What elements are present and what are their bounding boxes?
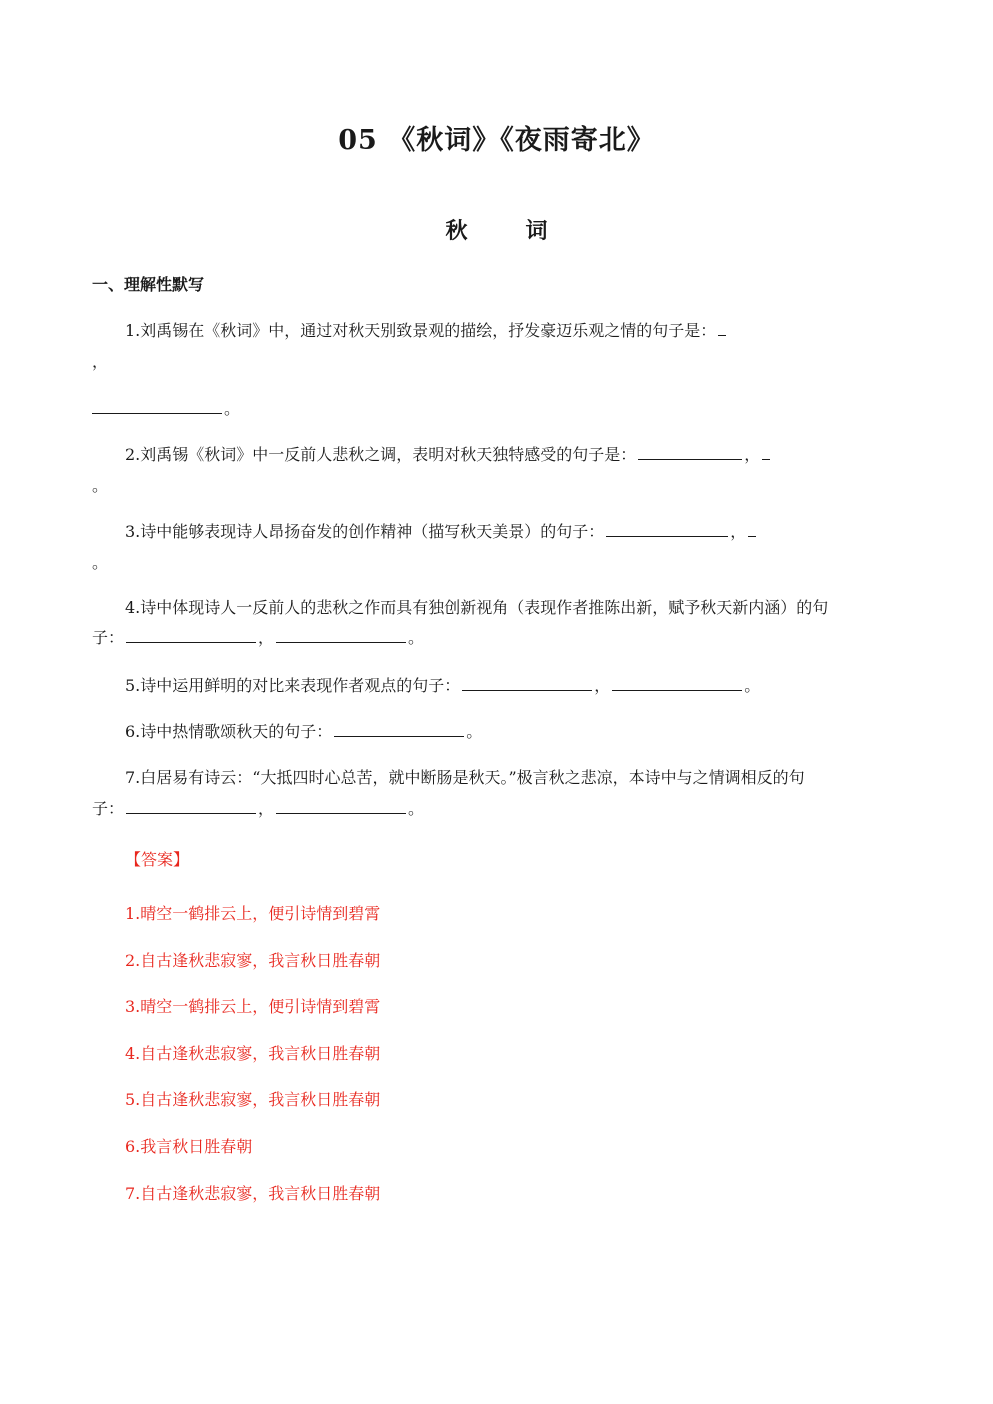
answer-blank[interactable] [606,521,728,537]
comma: ， [744,445,761,464]
answer-blank[interactable] [718,320,726,336]
question-2-text: 2.刘禹锡《秋词》中一反前人悲秋之调，表明对秋天独特感受的句子是： [125,445,637,464]
question-3-text: 3.诗中能够表现诗人昂扬奋发的创作精神（描写秋天美景）的句子： [125,522,605,541]
period: 。 [744,676,761,695]
comma: ， [258,628,275,647]
question-7-text: 7.白居易有诗云：“大抵四时心总苦，就中断肠是秋天。”极言秋之悲凉，本诗中与之情调相反的句 [125,768,805,787]
period: 。 [408,628,425,647]
question-4-text-cont: 子： [92,628,125,647]
period: 。 [224,399,241,418]
question-2-end-line [92,476,108,496]
answer-blank[interactable] [462,675,592,691]
question-1 [125,320,728,341]
answer-blank[interactable] [748,521,756,537]
period: 。 [408,799,425,818]
answer-item: 2.自古逢秋悲寂寥，我言秋日胜春朝 [125,951,381,970]
answer-blank[interactable] [126,798,256,814]
answer-item: 5.自古逢秋悲寂寥，我言秋日胜春朝 [125,1090,381,1109]
question-7-line2 [92,798,424,819]
question-6 [125,721,482,742]
comma: ， [730,522,747,541]
question-3-end-line [92,553,108,573]
answer-blank[interactable] [612,675,742,691]
answer-blank[interactable] [276,627,406,643]
answer-item: 7.自古逢秋悲寂寥，我言秋日胜春朝 [125,1184,381,1203]
answer-blank[interactable] [762,444,770,460]
question-4 [125,598,828,618]
question-5 [125,675,760,696]
period: 。 [92,476,109,495]
question-5-text: 5.诗中运用鲜明的对比来表现作者观点的句子： [125,676,461,695]
question-7 [125,768,805,788]
answer-blank[interactable] [276,798,406,814]
question-4-line2 [92,627,424,648]
answer-blank[interactable] [92,398,222,414]
answer-blank[interactable] [334,721,464,737]
answer-blank[interactable] [126,627,256,643]
period: 。 [466,722,483,741]
question-1-blank-line [92,398,240,419]
question-1-text: 1.刘禹锡在《秋词》中，通过对秋天别致景观的描绘，抒发豪迈乐观之情的句子是： [125,321,717,340]
answer-item: 1.晴空一鹤排云上，便引诗情到碧霄 [125,904,381,923]
question-1-comma-line [92,352,108,372]
question-2 [125,444,772,465]
comma: ， [92,352,109,371]
question-4-text: 4.诗中体现诗人一反前人的悲秋之作而具有独创新视角（表现作者推陈出新，赋予秋天新内涵）的句 [125,598,829,617]
comma: ， [594,676,611,695]
answer-item: 4.自古逢秋悲寂寥，我言秋日胜春朝 [125,1044,381,1063]
comma: ， [258,799,275,818]
page-title: 05 《秋词》《夜雨寄北》 [338,125,655,156]
question-7-text-cont: 子： [92,799,125,818]
answer-item: 3.晴空一鹤排云上，便引诗情到碧霄 [125,997,381,1016]
poem-title: 秋 词 [445,218,566,244]
section-heading: 一、理解性默写 [92,275,205,294]
answer-blank[interactable] [638,444,742,460]
answer-item: 6.我言秋日胜春朝 [125,1137,253,1156]
question-6-text: 6.诗中热情歌颂秋天的句子： [125,722,333,741]
answer-label: 【答案】 [125,850,190,869]
period: 。 [92,553,109,572]
question-3 [125,521,758,542]
